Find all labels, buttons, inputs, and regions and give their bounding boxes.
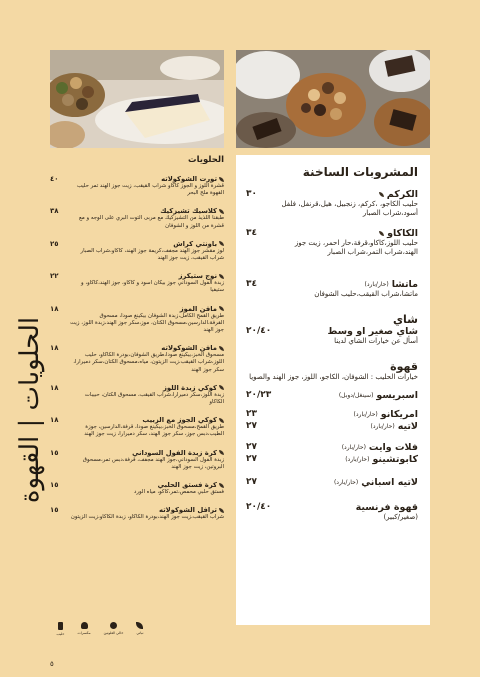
menu-item [50,384,224,406]
leaf-icon [219,418,224,423]
item-description: زبدة اللوز،سكر دميرارا،شراب القيقب، مسحوق الكتان، حبيبات الكاكاو [84,391,224,406]
item-name: اسبريسو [376,390,418,401]
item-description: زبدة الفول السوداني،جوز الهند مجفف، قرفة،دبس تمر،مسحوق البروتين، زيت جوز الهند [82,456,224,470]
legend-item [104,622,124,635]
item-price: ٢٧ [246,421,257,431]
item-name: ماتشا [391,279,418,290]
item-price: ٢٢ [50,272,59,281]
item-price: ٢٠/٤٠ [246,502,272,512]
item-description: طريق القمح الكامل،زبدة الشوفان بيكينغ صودا، مسحوق القرفة،الدارسين،مسحوق الكتان، موز،سكر جوز الهند،زبدة اللوز، زيت جوز الهند [70,312,224,334]
item-price: ٢٥ [50,239,59,248]
item-price: ٢٠/٢٣ [246,390,272,400]
item-price: ٢٧ [246,477,257,487]
gluten-free-icon [110,622,117,629]
menu-item [246,442,418,453]
menu-item [246,228,418,257]
chocolates-photo [236,50,430,148]
item-price: ٢٣ [246,409,257,419]
menu-item [246,189,418,218]
leaf-icon [219,346,224,351]
item-option: (صغير/كبير) [383,513,418,521]
menu-item [246,502,418,522]
legend-item [57,622,65,636]
legend-item [136,622,143,635]
menu-item [50,207,224,229]
item-description: مسحوق الخبز،بيكينغ صودا،طريق الشوفان،بودرة الكاكاو، حليب اللوز،شراب القيقب،زيت الزيتون، مياه،مسحوق الكتان،سكر دميرارا، سكر جوز الهند [73,352,224,373]
item-name: تورت الشوكولاته [161,175,217,183]
item-option: (حار/بارد) [341,444,366,451]
leaf-icon [219,508,224,513]
item-name: باونتي كراش [173,239,217,248]
menu-item [50,272,224,294]
item-name: قهوة فرنسية [355,502,418,513]
menu-item [50,416,224,438]
item-option: (حار/بارد) [333,479,359,486]
coffee-milk-options: خيارات الحليب : الشوفان، الكاجو، اللوز، جوز الهند والصويا [249,373,418,381]
dairy-icon [58,622,63,630]
menu-item [50,305,224,335]
item-name: فلات وايت [368,442,418,453]
leaf-icon [219,274,224,279]
menu-item [246,326,418,346]
nuts-icon [81,622,88,629]
sweets-heading: الحلويات [188,155,224,165]
menu-item [246,390,418,401]
legend-label: حليب [56,632,65,636]
item-name: كلاسيك تشيزكيك [160,207,217,216]
cheesecake-photo [50,50,224,148]
leaf-icon [219,483,224,488]
side-title-text: الحلويات | القهوة [15,316,46,504]
coffee-section [246,360,418,522]
menu-item [246,477,418,488]
item-price: ٣٤ [246,228,257,238]
item-description: أسأل عن خيارات الشاي لدينا [334,337,418,345]
legend-item [77,622,90,635]
menu-item [246,409,418,420]
legend-label: نباتي [136,631,144,635]
item-name: مافن الشوكولاته [161,344,217,353]
cheesecake-image [50,50,224,148]
leaf-icon [219,306,224,311]
item-price: ١٨ [50,304,59,313]
leaf-icon [379,192,384,197]
item-option: (حار/بارد) [364,281,389,288]
drinks-panel [236,155,430,625]
item-description: زبدة الفول السوداني جوز بيكان اسود و كاكاو، جوز الهند،كاكاو، و ستيفيا [81,280,224,294]
menu-item [50,481,224,496]
item-name: كرة زبدة الفول السوداني [132,448,217,457]
item-name: نوج ستيكرز [178,272,217,281]
item-name: امريكانو [380,409,418,420]
legend-label: خالي الغلوتين [103,631,124,635]
menu-item [246,279,418,299]
item-option: (حار/بارد) [353,411,378,418]
item-name: لاتيه اسباني [361,477,418,488]
item-description: فستق حلبي محمص،تمر،كاكو، مياه الورد [134,489,224,496]
leaf-icon [219,209,224,214]
hot-drinks-heading: المشروبات الساخنة [302,165,418,179]
tea-section [246,313,418,346]
menu-item [50,240,224,262]
item-price: ٢٧ [246,442,257,452]
item-price: ١٥ [50,506,59,515]
item-description: حليب اللوز،كاكاو،قرفة،حار احمر، زيت جوز الهند،شراب التمر،شراب الصبار [294,239,418,256]
coffee-title: قهوة [390,360,418,373]
item-description: لوز مقشر جوز الهند مجفف،كريمة جوز الهند، كاكاو،شراب الصبار شراب القيقب، زيت جوز الهند [80,247,224,262]
menu-item [246,454,418,465]
item-price: ٤٠ [50,175,59,183]
leaf-icon [219,385,224,390]
menu-item [246,421,418,432]
menu-item [50,449,224,471]
chocolates-image [236,50,430,148]
leaf-icon [219,241,224,246]
leaf-icon [219,177,224,182]
leaf-icon [379,231,384,236]
item-name: كابوتشينو [372,454,418,465]
item-description: حليب الكاجو، ،كركم، زنجبيل، هيل،قرنفل، فلفل أسود،شراب الصبار [281,200,418,217]
item-option: (حار/بارد) [345,456,370,463]
item-name: الكاكاو [387,228,418,239]
item-option: (حار/بارد) [370,423,395,430]
page-number: ٥ [50,660,54,668]
item-name: لاتيه [397,421,418,432]
item-name: مافن الموز [179,304,217,313]
item-price: ١٨ [50,344,59,353]
menu-item [50,344,224,374]
item-price: ١٨ [50,383,59,392]
item-description: طبقنا اللذيذ من التشيزكيك مع مربى التوت البري على الوجه و مع قشرة من اللوز و الشوفان [79,215,224,229]
menu-item [50,506,224,521]
item-price: ٣٨ [50,207,59,216]
item-name: كرة فستق الحلبي [157,481,217,490]
item-description: قشرة اللوز و الجوز كاكاو شراب القيقب، زيت جوز الهند تمر حليب القهوة ملح البحر [76,183,224,197]
item-price: ٣٤ [246,279,257,289]
item-price: ١٨ [50,416,59,425]
item-name: كوكي زبدة اللوز [162,383,217,392]
legend-label: مكسرات [77,631,91,635]
item-price: ١٥ [50,481,59,490]
item-description: شراب القيقب،زيت جوز الهند،بودرة الكاكاو، زبدة الكاكاو،زيت الزيتون [70,514,224,521]
item-name: الكركم [386,189,418,200]
leaf-icon [219,450,224,455]
item-name: شاي صغير او وسط [327,326,418,337]
item-price: ٢٧ [246,454,257,464]
menu-item [50,175,224,197]
item-name: ترافل الشوكولاته [158,506,217,515]
item-price: ١٥ [50,448,59,457]
item-description: طريق القمح،مسحوق الخبز،بيكينغ صودا، قرفة،الدارسين، جوزة الطيب،دبس جوز، سكر جوز الهند، سكر دميرارا، زيت جوز الهند [84,424,224,438]
sweets-section [50,155,224,521]
item-name: كوكي الجوز مع الزبيب [142,416,217,425]
item-description: ماتشا،شراب القيقب،حليب الشوفان [314,290,418,298]
item-price: ٣٠ [246,189,257,199]
vegan-icon [136,622,143,629]
dietary-legend [50,622,150,644]
item-price: ٢٠/٤٠ [246,326,272,336]
item-option: (سينغل/دوبل) [338,392,374,399]
tea-title: شاي [392,313,418,326]
